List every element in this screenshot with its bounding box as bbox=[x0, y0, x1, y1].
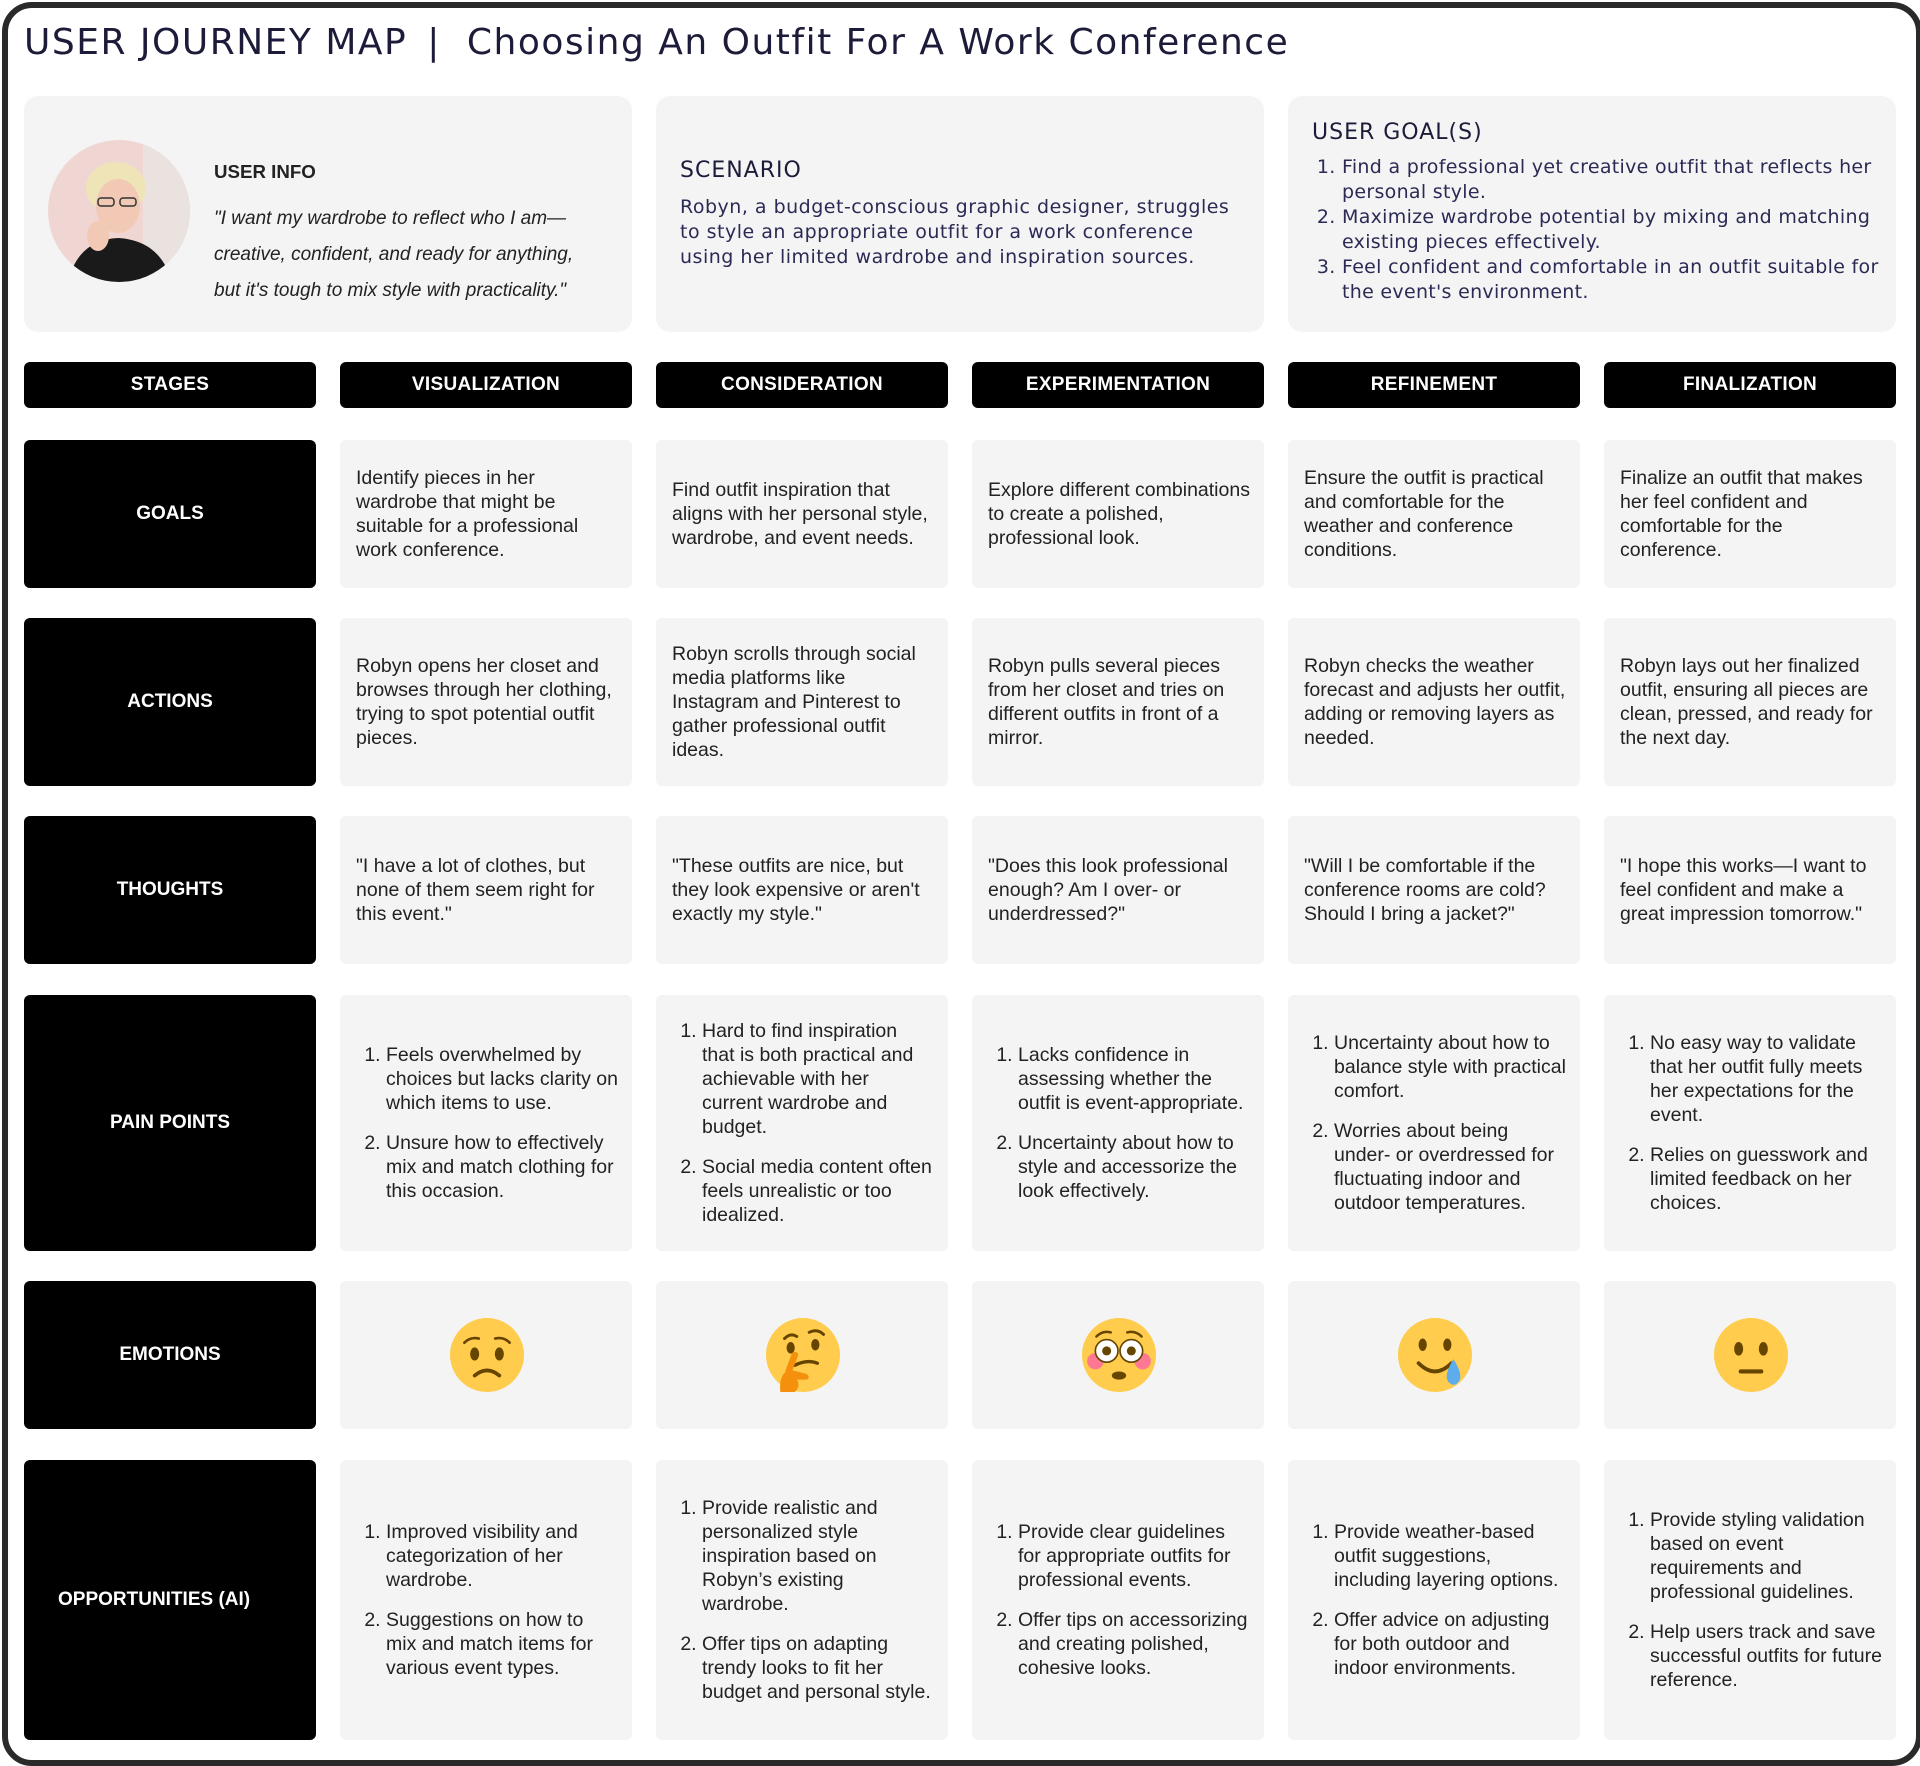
user-goal-item: 1. Find a professional yet creative outfit that reflects her personal style. bbox=[1342, 155, 1880, 205]
row-label-emotions: EMOTIONS bbox=[24, 1281, 316, 1429]
pain-point-item: 2. Worries about being under- or overdressed for fluctuating indoor and outdoor temperatures. bbox=[1334, 1119, 1566, 1215]
actions-text: Robyn pulls several pieces from her closet and tries on different outfits in front of a mirror. bbox=[988, 655, 1225, 749]
goals-cell bbox=[340, 440, 632, 588]
goals-text: Explore different combinations to create a polished, professional look. bbox=[988, 479, 1250, 549]
pain-points-list bbox=[1620, 1031, 1882, 1215]
user-portrait-image bbox=[48, 140, 190, 282]
opportunities-list bbox=[672, 1496, 934, 1704]
actions-cell bbox=[972, 618, 1264, 786]
stage-header-consideration: CONSIDERATION bbox=[656, 362, 948, 408]
pain-point-item: 1. Lacks confidence in assessing whether the outfit is event-appropriate. bbox=[1018, 1043, 1250, 1115]
user-quote bbox=[214, 201, 624, 309]
goals-text: Find outfit inspiration that aligns with her personal style, wardrobe, and event needs. bbox=[672, 479, 928, 549]
goals-text: Ensure the outfit is practical and comfortable for the weather and conference conditions. bbox=[1304, 467, 1544, 561]
map-title: Choosing An Outfit For A Work Conference bbox=[466, 22, 1290, 63]
actions-text: Robyn checks the weather forecast and adjusts her outfit, adding or removing layers as needed. bbox=[1304, 655, 1566, 749]
scenario-heading: SCENARIO bbox=[680, 158, 802, 183]
stages-header: STAGES bbox=[24, 362, 316, 408]
goals-text: Finalize an outfit that makes her feel confident and comfortable for the conference. bbox=[1620, 467, 1863, 561]
scenario-text: Robyn, a budget-conscious graphic designer, struggles to style an appropriate outfit for a work conference using her limited wardrobe and inspiration sources. bbox=[680, 196, 1230, 268]
user-quote-line: but it's tough to mix style with practicality." bbox=[214, 280, 567, 302]
row-label-opportunities: OPPORTUNITIES (AI) bbox=[24, 1460, 316, 1740]
map-label: USER JOURNEY MAP bbox=[24, 22, 408, 63]
opportunities-list bbox=[1304, 1520, 1566, 1680]
emotion-cell bbox=[1288, 1281, 1580, 1429]
pain-points-cell bbox=[1604, 995, 1896, 1251]
actions-cell bbox=[1604, 618, 1896, 786]
pain-points-cell bbox=[1288, 995, 1580, 1251]
emotion-cell bbox=[656, 1281, 948, 1429]
opportunity-item: 1. Provide weather-based outfit suggestions, including layering options. bbox=[1334, 1520, 1566, 1592]
stage-header-experimentation: EXPERIMENTATION bbox=[972, 362, 1264, 408]
pain-points-list bbox=[988, 1043, 1250, 1203]
thoughts-text: "Does this look professional enough? Am I over- or underdressed?" bbox=[988, 855, 1228, 925]
smiling-face-with-tear-icon bbox=[1398, 1318, 1472, 1392]
emotion-cell bbox=[972, 1281, 1264, 1429]
opportunity-item: 2. Offer advice on adjusting for both outdoor and indoor environments. bbox=[1334, 1608, 1566, 1680]
opportunities-cell bbox=[656, 1460, 948, 1740]
user-goals-list bbox=[1312, 155, 1880, 305]
thoughts-cell bbox=[1604, 816, 1896, 964]
goals-cell bbox=[1604, 440, 1896, 588]
stage-header-refinement: REFINEMENT bbox=[1288, 362, 1580, 408]
pain-point-item: 2. Social media content often feels unrealistic or too idealized. bbox=[702, 1155, 934, 1227]
actions-text: Robyn opens her closet and browses through her clothing, trying to spot potential outfit pieces. bbox=[356, 655, 612, 749]
pain-point-item: 2. Unsure how to effectively mix and match clothing for this occasion. bbox=[386, 1131, 618, 1203]
emotion-cell bbox=[340, 1281, 632, 1429]
opportunities-list bbox=[988, 1520, 1250, 1680]
pain-points-list bbox=[1304, 1031, 1566, 1215]
user-goals-heading: USER GOAL(S) bbox=[1312, 120, 1483, 145]
neutral-face-icon bbox=[1714, 1318, 1788, 1392]
user-goal-item: 3. Feel confident and comfortable in an outfit suitable for the event's environment. bbox=[1342, 255, 1880, 305]
opportunity-item: 2. Suggestions on how to mix and match items for various event types. bbox=[386, 1608, 618, 1680]
goals-text: Identify pieces in her wardrobe that might be suitable for a professional work conference. bbox=[356, 467, 579, 561]
goals-cell bbox=[1288, 440, 1580, 588]
stage-header-visualization: VISUALIZATION bbox=[340, 362, 632, 408]
pain-points-cell bbox=[656, 995, 948, 1251]
opportunities-cell bbox=[1604, 1460, 1896, 1740]
row-label-thoughts: THOUGHTS bbox=[24, 816, 316, 964]
page-title bbox=[24, 22, 1289, 63]
row-label-goals: GOALS bbox=[24, 440, 316, 588]
opportunity-item: 1. Provide styling validation based on event requirements and professional guidelines. bbox=[1650, 1508, 1882, 1604]
user-info-text bbox=[214, 142, 624, 309]
thoughts-cell bbox=[340, 816, 632, 964]
pain-point-item: 2. Relies on guesswork and limited feedback on her choices. bbox=[1650, 1143, 1882, 1215]
pain-points-cell bbox=[340, 995, 632, 1251]
actions-cell bbox=[656, 618, 948, 786]
opportunities-cell bbox=[1288, 1460, 1580, 1740]
thoughts-cell bbox=[656, 816, 948, 964]
actions-text: Robyn lays out her finalized outfit, ensuring all pieces are clean, pressed, and ready for the next day. bbox=[1620, 655, 1873, 749]
user-goals-card bbox=[1288, 96, 1896, 332]
goals-cell bbox=[972, 440, 1264, 588]
thoughts-text: "These outfits are nice, but they look expensive or aren't exactly my style." bbox=[672, 855, 920, 925]
thoughts-text: "I hope this works—I want to feel confident and make a great impression tomorrow." bbox=[1620, 855, 1867, 925]
emotion-cell bbox=[1604, 1281, 1896, 1429]
pain-points-list bbox=[672, 1019, 934, 1227]
opportunity-item: 1. Provide realistic and personalized style inspiration based on Robyn’s existing wardrobe. bbox=[702, 1496, 934, 1616]
opportunities-list bbox=[1620, 1508, 1882, 1692]
goals-cell bbox=[656, 440, 948, 588]
pain-point-item: 1. Uncertainty about how to balance style with practical comfort. bbox=[1334, 1031, 1566, 1103]
thoughts-text: "I have a lot of clothes, but none of them seem right for this event." bbox=[356, 855, 595, 925]
pain-points-cell bbox=[972, 995, 1264, 1251]
row-label-actions: ACTIONS bbox=[24, 618, 316, 786]
opportunity-item: 1. Improved visibility and categorization of her wardrobe. bbox=[386, 1520, 618, 1592]
opportunity-item: 2. Offer tips on accessorizing and creating polished, cohesive looks. bbox=[1018, 1608, 1250, 1680]
thoughts-cell bbox=[972, 816, 1264, 964]
actions-cell bbox=[1288, 618, 1580, 786]
pain-point-item: 1. Hard to find inspiration that is both practical and achievable with her current wardrobe and budget. bbox=[702, 1019, 934, 1139]
opportunities-cell bbox=[340, 1460, 632, 1740]
opportunities-cell bbox=[972, 1460, 1264, 1740]
pain-point-item: 1. No easy way to validate that her outfit fully meets her expectations for the event. bbox=[1650, 1031, 1882, 1127]
worried-face-icon bbox=[450, 1318, 524, 1392]
user-quote-line: creative, confident, and ready for anything, bbox=[214, 244, 574, 266]
user-info-heading: USER INFO bbox=[214, 160, 316, 182]
thoughts-cell bbox=[1288, 816, 1580, 964]
row-label-pain-points: PAIN POINTS bbox=[24, 995, 316, 1251]
user-quote-line: "I want my wardrobe to reflect who I am— bbox=[214, 208, 567, 230]
actions-cell bbox=[340, 618, 632, 786]
opportunity-item: 2. Help users track and save successful outfits for future reference. bbox=[1650, 1620, 1882, 1692]
stage-header-finalization: FINALIZATION bbox=[1604, 362, 1896, 408]
user-goal-item: 2. Maximize wardrobe potential by mixing and matching existing pieces effectively. bbox=[1342, 205, 1880, 255]
flushed-face-icon bbox=[1082, 1318, 1156, 1392]
scenario-card bbox=[656, 96, 1264, 332]
opportunities-list bbox=[356, 1520, 618, 1680]
opportunity-item: 2. Offer tips on adapting trendy looks to fit her budget and personal style. bbox=[702, 1632, 934, 1704]
title-separator: | bbox=[427, 22, 441, 63]
actions-text: Robyn scrolls through social media platforms like Instagram and Pinterest to gather professional outfit ideas. bbox=[672, 643, 916, 761]
thinking-face-icon bbox=[766, 1318, 840, 1392]
pain-point-item: 1. Feels overwhelmed by choices but lacks clarity on which items to use. bbox=[386, 1043, 618, 1115]
pain-point-item: 2. Uncertainty about how to style and accessorize the look effectively. bbox=[1018, 1131, 1250, 1203]
opportunity-item: 1. Provide clear guidelines for appropriate outfits for professional events. bbox=[1018, 1520, 1250, 1592]
pain-points-list bbox=[356, 1043, 618, 1203]
avatar bbox=[48, 140, 190, 282]
thoughts-text: "Will I be comfortable if the conference rooms are cold? Should I bring a jacket?" bbox=[1304, 855, 1546, 925]
